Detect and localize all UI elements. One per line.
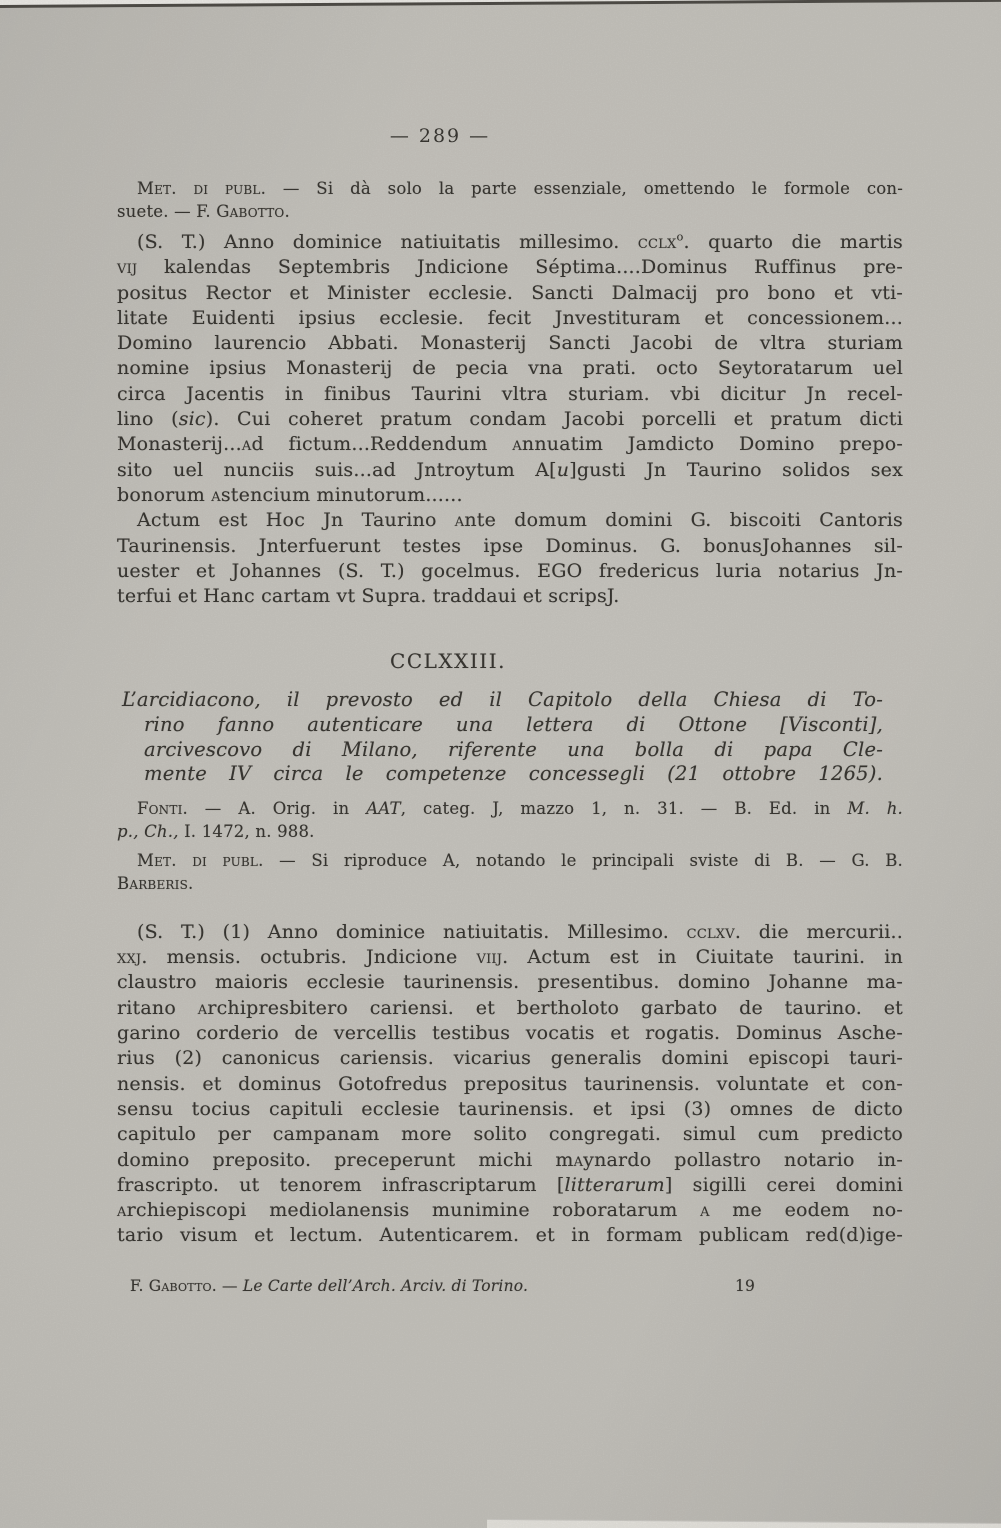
text-line: claustro maioris ecclesie taurinensis. presentibus. domino Johanne ma- [117, 971, 903, 994]
text-line: positus Rector et Minister ecclesie. Sancti Dalmacij pro bono et vti- [117, 281, 903, 304]
text-line: tario visum et lectum. Autenticarem. et in formam publicam red(d)ige- [117, 1224, 903, 1247]
text-line: capitulo per campanam more solito congregati. simul cum predicto [117, 1123, 903, 1146]
text-line: circa Jacentis in finibus Taurini vltra sturiam. vbi dicitur Jn recel- [117, 382, 903, 405]
text-line: arcivescovo di Milano, riferente una bolla di papa Cle- [144, 737, 883, 761]
text-line: frascripto. ut tenorem infrascriptarum [litterarum] sigilli cerei domini [117, 1173, 904, 1196]
document-body [117, 177, 903, 1249]
text-line: terfui et Hanc cartam vt Supra. traddaui et scripsJ. [117, 585, 620, 608]
text-line: p., Ch., I. 1472, n. 988. [117, 821, 315, 841]
text-line: Met. di publ. — Si dà solo la parte essenziale, omettendo le formole con- [137, 179, 903, 198]
charter-cclxxiii-text [117, 920, 903, 1249]
doc-heading-cclxxiii [117, 649, 779, 673]
note-fonti [117, 797, 903, 843]
text-line: lino (sic). Cui coheret pratum condam Jacobi porcelli et pratum dicti [117, 408, 904, 431]
footer-separator: — [216, 1276, 243, 1295]
text-line: xxj. mensis. octubris. Jndicione viij. Actum est in Ciuitate taurini. in [117, 946, 903, 969]
footer-colophon [117, 1277, 903, 1295]
text-line: litate Euidenti ipsius ecclesie. fecit Jnvestituram et concessionem... [117, 306, 903, 329]
text-line: sensu tocius capituli ecclesie taurinensis. et ipsi (3) omnes de dicto [117, 1097, 903, 1120]
text-line: Met. di publ. — Si riproduce A, notando le principali sviste di B. — G. B. [137, 850, 903, 870]
footer-signature-number: 19 [735, 1276, 756, 1295]
text-line: Actum est Hoc Jn Taurino ante domum domini G. biscoiti Cantoris [137, 509, 903, 532]
footer-book-title: Le Carte dell’Arch. Arciv. di Torino. [242, 1276, 529, 1295]
text-line: nensis. et dominus Gotofredus prepositus taurinensis. voluntate et con- [117, 1072, 903, 1095]
note-met-di-publ-2 [117, 849, 903, 895]
text-line: Taurinensis. Jnterfuerunt testes ipse Dominus. G. bonusJohannes sil- [117, 534, 903, 557]
text-line: archiepiscopi mediolanensis munimine roboratarum a me eodem no- [117, 1199, 903, 1222]
text-line: (S. T.) Anno dominice natiuitatis millesimo. cclx$^o$. quarto die martis [137, 229, 903, 253]
text-line: domino preposito. preceperunt michi maynardo pollastro notario in- [117, 1148, 903, 1171]
doc-summary [117, 688, 903, 786]
charter-cclxxii-text [117, 230, 903, 508]
footer-author: Gabotto. [148, 1276, 217, 1295]
text-line: L’arcidiacono, il prevosto ed il Capitolo della Chiesa di To- [122, 688, 883, 712]
page-number: — 289 — [389, 125, 491, 147]
text-line: CCLXXIII. [390, 649, 506, 674]
text-line: rino fanno autenticare una lettera di Ottone [Visconti], [144, 713, 883, 737]
text-line: Monasterij...ad fictum...Reddendum annuatim Jamdicto Domino prepo- [117, 433, 903, 456]
text-line: rius (2) canonicus cariensis. vicarius generalis domini episcopi tauri- [117, 1047, 903, 1070]
text-line: suete. — F. Gabotto. [117, 202, 290, 221]
text-line: sito uel nunciis suis...ad Jntroytum A[u]gusti Jn Taurino solidos sex [117, 458, 904, 481]
text-line: nomine ipsius Monasterij de pecia vna prati. octo Seytoratarum uel [117, 357, 903, 380]
note-met-di-publ-1 [117, 177, 903, 223]
text-line: ritano archipresbitero cariensi. et bertholoto garbato de taurino. et [117, 996, 903, 1019]
footer-author-prefix: F. [130, 1276, 149, 1295]
text-line: vij kalendas Septembris Jndicione Séptima....Dominus Ruffinus pre- [117, 256, 903, 279]
charter-cclxxii-closing [117, 508, 903, 609]
text-line: Domino laurencio Abbati. Monasterij Sancti Jacobi de vltra sturiam [117, 332, 903, 355]
text-line: bonorum astencium minutorum...... [117, 483, 463, 506]
text-line: Fonti. — A. Orig. in AAT, categ. J, mazzo 1, n. 31. — B. Ed. in M. h. [137, 798, 903, 818]
text-line: garino corderio de vercellis testibus vocatis et rogatis. Dominus Asche- [117, 1022, 903, 1045]
text-line: mente IV circa le competenze concessegli (21 ottobre 1265). [144, 762, 883, 786]
text-line: (S. T.) (1) Anno dominice natiuitatis. Millesimo. cclxv. die mercurii.. [137, 920, 903, 943]
text-line: uester et Johannes (S. T.) gocelmus. EGO fredericus luria notarius Jn- [117, 559, 903, 582]
text-line: Barberis. [117, 873, 194, 893]
